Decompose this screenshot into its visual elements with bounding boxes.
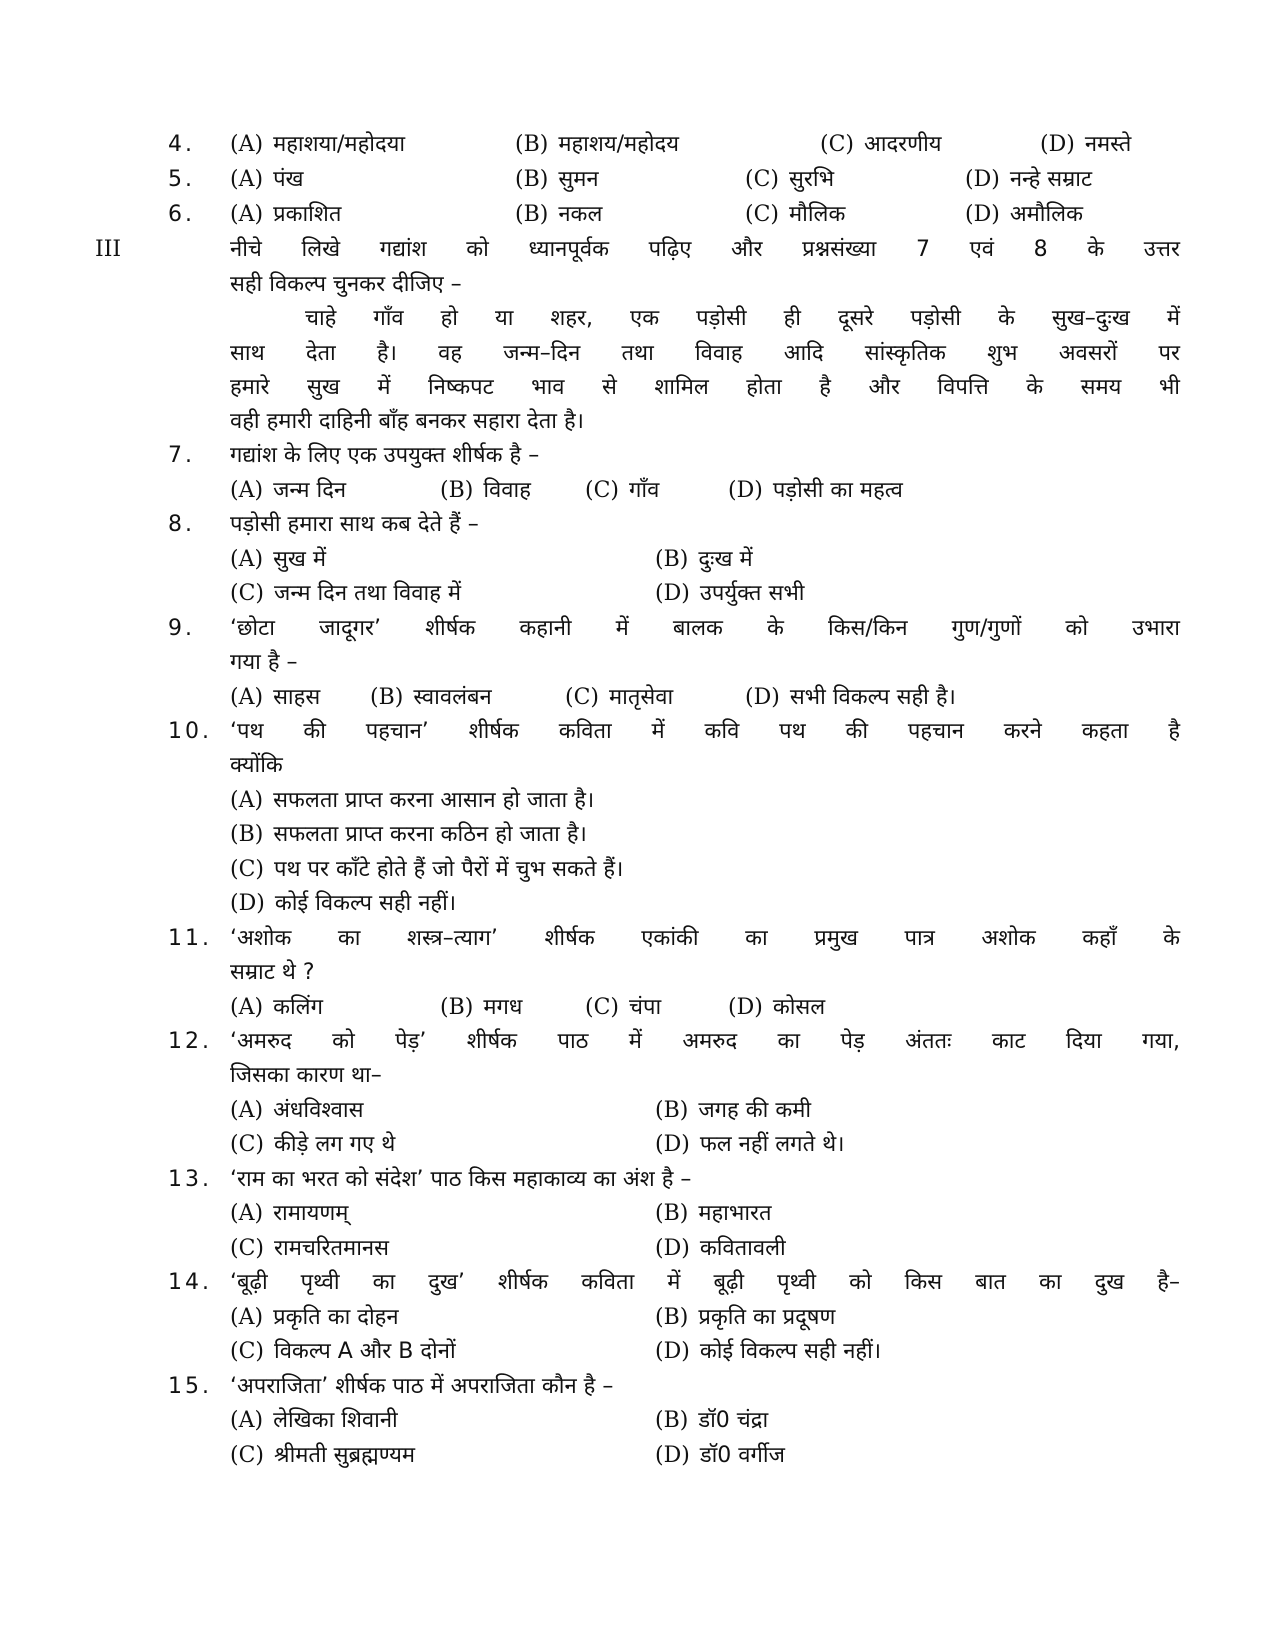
option-b: (B) महाभारत (655, 1201, 772, 1226)
option-d: (D) पड़ोसी का महत्व (728, 478, 903, 503)
question-14 (0, 1266, 1275, 1300)
option-c: (C) रामचरितमानस (230, 1236, 389, 1261)
option-c: (C) कीड़े लग गए थे (230, 1132, 396, 1157)
question-15 (0, 1370, 1275, 1404)
question-11-cont: सम्राट थे ? (230, 960, 315, 985)
option-b: (B) दुःख में (655, 547, 753, 572)
option-d: (D) अमौलिक (965, 202, 1083, 227)
question-6 (0, 198, 1275, 232)
question-11-options (0, 991, 1275, 1025)
option-d: (D) कोई विकल्प सही नहीं। (655, 1339, 882, 1364)
option-c: (C) गाँव (585, 478, 660, 503)
passage-line: साथ देता है। वह जन्म–दिन तथा विवाह आदि सांस्कृतिक शुभ अवसरों पर (230, 341, 1180, 366)
question-12-options (0, 1128, 1275, 1162)
option-b: (B) प्रकृति का प्रदूषण (655, 1305, 836, 1330)
question-15-options (0, 1404, 1275, 1438)
option-b: (B) स्वावलंबन (370, 685, 492, 710)
section-3-instruction-line-1: III नीचे लिखे गद्यांश को ध्यानपूर्वक पढ़िए और प्रश्नसंख्या 7 एवं 8 के उत्तर (0, 233, 1275, 267)
question-text: ‘बूढ़ी पृथ्वी का दुख’ शीर्षक कविता में बूढ़ी पृथ्वी को किस बात का दुख है– (230, 1270, 1180, 1295)
option-a: (A) जन्म दिन (230, 478, 347, 503)
question-text: ‘अमरुद को पेड़’ शीर्षक पाठ में अमरुद का पेड़ अंततः काट दिया गया, (230, 1029, 1180, 1054)
question-number: 10. (168, 719, 212, 744)
option-a: (A) साहस (230, 685, 321, 710)
option-b: (B) विवाह (440, 478, 531, 503)
question-10 (0, 715, 1275, 749)
question-number: 9. (168, 616, 195, 641)
question-number: 7. (168, 443, 195, 468)
option-b: (B) नकल (515, 202, 603, 227)
question-4 (0, 128, 1275, 162)
question-14-options (0, 1301, 1275, 1335)
option-c: (C) श्रीमती सुब्रह्मण्यम (230, 1443, 416, 1468)
option-a: (A) प्रकाशित (230, 202, 342, 227)
option-b: (B) डॉ0 चंद्रा (655, 1408, 769, 1433)
option-c: (C) पथ पर काँटे होते हैं जो पैरों में चुभ सकते हैं। (230, 857, 624, 882)
option-c: (C) मातृसेवा (565, 685, 674, 710)
question-9-cont: गया है – (230, 650, 298, 675)
question-9 (0, 612, 1275, 646)
option-b: (B) मगध (440, 995, 523, 1020)
option-b: (B) जगह की कमी (655, 1098, 812, 1123)
option-b: (B) सफलता प्राप्त करना कठिन हो जाता है। (230, 822, 587, 847)
option-c: (C) चंपा (585, 995, 662, 1020)
option-c: (C) जन्म दिन तथा विवाह में (230, 581, 462, 606)
option-b: (B) महाशय/महोदय (515, 132, 679, 157)
passage-line: चाहे गाँव हो या शहर, एक पड़ोसी ही दूसरे पड़ोसी के सुख–दुःख में (305, 306, 1180, 331)
question-text: ‘छोटा जादूगर’ शीर्षक कहानी में बालक के किस/किन गुण/गुणों को उभारा (230, 616, 1180, 641)
question-text: ‘अशोक का शस्त्र–त्याग’ शीर्षक एकांकी का प्रमुख पात्र अशोक कहाँ के (230, 926, 1180, 951)
option-c: (C) मौलिक (745, 202, 846, 227)
option-a: (A) प्रकृति का दोहन (230, 1305, 399, 1330)
question-number: 6. (168, 202, 195, 227)
question-13 (0, 1163, 1275, 1197)
question-8 (0, 508, 1275, 542)
question-11 (0, 922, 1275, 956)
option-d: (D) नन्हे सम्राट (965, 167, 1093, 192)
question-10-cont: क्योंकि (230, 753, 283, 778)
option-a: (A) पंख (230, 167, 304, 192)
passage-line: हमारे सुख में निष्कपट भाव से शामिल होता है और विपत्ति के समय भी (230, 375, 1180, 400)
question-number: 4. (168, 132, 195, 157)
question-number: 11. (168, 926, 212, 951)
option-d: (D) उपर्युक्त सभी (655, 581, 805, 606)
option-a: (A) अंधविश्वास (230, 1098, 364, 1123)
question-13-options (0, 1232, 1275, 1266)
question-7-options (0, 474, 1275, 508)
option-c: (C) आदरणीय (820, 132, 942, 157)
option-b: (B) सुमन (515, 167, 599, 192)
question-text: पड़ोसी हमारा साथ कब देते हैं – (230, 512, 479, 537)
question-number: 14. (168, 1270, 212, 1295)
option-a: (A) महाशया/महोदया (230, 132, 406, 157)
question-7 (0, 439, 1275, 473)
question-9-options (0, 681, 1275, 715)
option-a: (A) लेखिका शिवानी (230, 1408, 398, 1433)
question-5 (0, 163, 1275, 197)
question-text: ‘अपराजिता’ शीर्षक पाठ में अपराजिता कौन है – (230, 1374, 614, 1399)
option-d: (D) कवितावली (655, 1236, 786, 1261)
question-text: ‘राम का भरत को संदेश’ पाठ किस महाकाव्य का अंश है – (230, 1167, 692, 1192)
question-number: 15. (168, 1374, 212, 1399)
question-12-options (0, 1094, 1275, 1128)
passage-line: वही हमारी दाहिनी बाँह बनकर सहारा देता है। (230, 409, 584, 434)
section-3-instruction-line-2: सही विकल्प चुनकर दीजिए – (230, 272, 462, 297)
option-d: (D) सभी विकल्प सही है। (745, 685, 956, 710)
option-a: (A) सफलता प्राप्त करना आसान हो जाता है। (230, 788, 595, 813)
option-d: (D) डॉ0 वर्गीज (655, 1443, 785, 1468)
option-c: (C) सुरभि (745, 167, 835, 192)
section-number: III (95, 237, 122, 262)
question-number: 8. (168, 512, 195, 537)
option-d: (D) कोसल (728, 995, 826, 1020)
question-14-options (0, 1335, 1275, 1369)
option-d: (D) कोई विकल्प सही नहीं। (230, 891, 457, 916)
question-12-cont: जिसका कारण था– (230, 1063, 382, 1088)
option-a: (A) रामायणम् (230, 1201, 349, 1226)
option-d: (D) नमस्ते (1040, 132, 1132, 157)
question-number: 12. (168, 1029, 212, 1054)
question-15-options (0, 1439, 1275, 1473)
question-number: 5. (168, 167, 195, 192)
question-text: ‘पथ की पहचान’ शीर्षक कविता में कवि पथ की पहचान करने कहता है (230, 719, 1180, 744)
question-text: गद्यांश के लिए एक उपयुक्त शीर्षक है – (230, 443, 540, 468)
question-8-options (0, 577, 1275, 611)
question-8-options (0, 543, 1275, 577)
question-13-options (0, 1197, 1275, 1231)
question-number: 13. (168, 1167, 212, 1192)
question-12 (0, 1025, 1275, 1059)
option-a: (A) सुख में (230, 547, 327, 572)
option-d: (D) फल नहीं लगते थे। (655, 1132, 845, 1157)
option-c: (C) विकल्प A और B दोनों (230, 1339, 456, 1364)
option-a: (A) कलिंग (230, 995, 323, 1020)
